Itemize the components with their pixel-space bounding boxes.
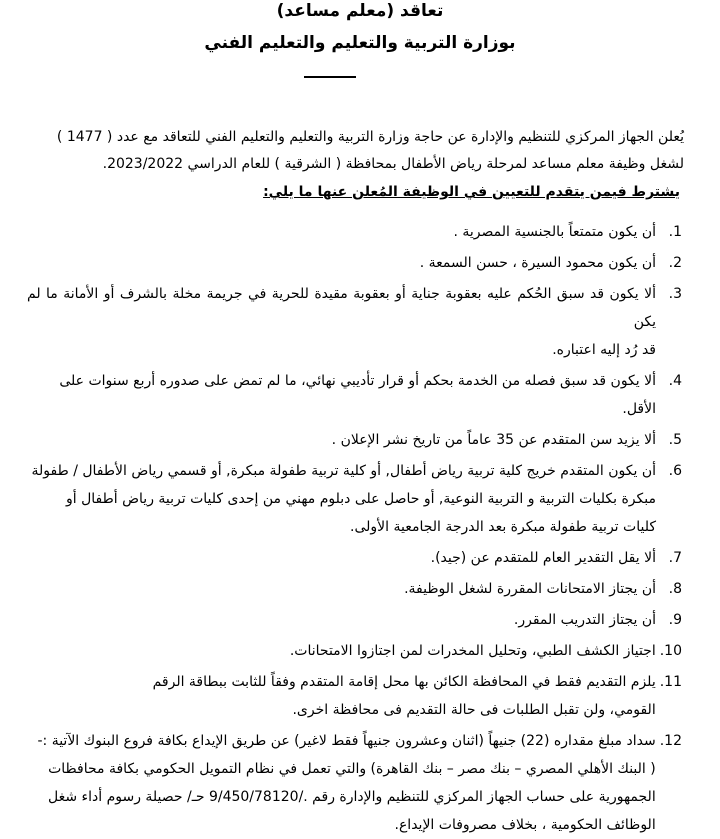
intro-line: يُعلن الجهاز المركزي للتنظيم والإدارة عن حاجة وزارة التربية والتعليم والتعليم الفني للتعاقد مع عدد ( 1477 )	[56, 129, 684, 145]
requirement-text	[27, 606, 656, 634]
requirement-text	[27, 575, 656, 603]
requirements-list	[27, 218, 682, 839]
requirement-line: ألا يقل التقدير العام للمتقدم عن (جيد).	[430, 550, 656, 566]
requirements-heading: يشترط فيمن يتقدم للتعيين في الوظيفة المُعلن عنها ما يلي:	[263, 184, 680, 200]
requirement-number: 11.	[659, 674, 682, 690]
requirement-line: ألا يزيد سن المتقدم عن 35 عاماً من تاريخ نشر الإعلان .	[331, 432, 656, 448]
requirement-line: الأقل.	[622, 401, 656, 417]
intro-line: لشغل وظيفة معلم مساعد لمرحلة رياض الأطفال بمحافظة ( الشرقية ) للعام الدراسي 2023/2022.	[102, 156, 684, 172]
requirement-text	[27, 426, 656, 454]
requirement-line: أن يكون محمود السيرة ، حسن السمعة .	[419, 255, 656, 271]
requirement-number: 7.	[668, 550, 682, 566]
requirement-line: قد رُد إليه اعتباره.	[552, 342, 656, 358]
requirement-line: الوظائف الحكومية ، بخلاف مصروفات الإيداع.	[394, 817, 656, 833]
requirement-number: 2.	[668, 255, 682, 271]
requirement-item	[27, 727, 682, 839]
requirement-number: 9.	[668, 612, 682, 628]
requirement-number: 3.	[668, 286, 682, 302]
requirement-text	[27, 668, 656, 724]
requirement-item	[27, 280, 682, 364]
requirement-number: 10.	[659, 643, 682, 659]
requirement-text	[27, 544, 656, 572]
requirement-number: 8.	[668, 581, 682, 597]
requirement-item	[27, 367, 682, 423]
requirement-text	[27, 280, 656, 364]
requirement-line: سداد مبلغ مقداره (22) جنيهاً (اثنان وعشرون جنيهاً فقط لاغير) عن طريق الإيداع بكافة فروع البنوك الآتية :-	[37, 733, 656, 749]
requirement-number: 12.	[659, 733, 682, 749]
requirement-text	[27, 637, 656, 665]
requirement-item	[27, 426, 682, 454]
requirement-item	[27, 575, 682, 603]
requirement-line: ألا يكون قد سبق الحُكم عليه بعقوبة جناية أو بعقوبة مقيدة للحرية في جريمة مخلة بالشرف أو الأمانة ما لم يكن	[27, 286, 656, 330]
requirement-line: ألا يكون قد سبق فصله من الخدمة بحكم أو قرار تأديبي نهائي، ما لم تمض على صدوره أربع سنوات على	[59, 373, 656, 389]
requirement-item	[27, 606, 682, 634]
requirement-item	[27, 457, 682, 541]
requirement-number: 6.	[668, 463, 682, 479]
requirement-line: الجمهورية على حساب الجهاز المركزي للتنظيم والإدارة رقم ./9/450/78120 حـ/ حصيلة رسوم أداء شغل	[47, 789, 656, 805]
requirement-line: أن يكون متمتعاً بالجنسية المصرية .	[453, 224, 656, 240]
requirement-number: 4.	[668, 373, 682, 389]
requirement-item	[27, 249, 682, 277]
requirement-line: ( البنك الأهلي المصري – بنك مصر – بنك القاهرة) والتي تعمل في نظام التمويل الحكومي بكافة محافظات	[48, 761, 656, 777]
title-divider	[304, 76, 356, 78]
requirement-item	[27, 668, 682, 724]
document-title: تعاقد (معلم مساعد)	[276, 1, 444, 21]
requirement-text	[27, 367, 656, 423]
requirement-line: أن يكون المتقدم خريج كلية تربية رياض أطفال, أو كلية تربية طفولة مبكرة, أو قسمي رياض الأطفال / طفولة	[31, 463, 656, 479]
requirement-item	[27, 218, 682, 246]
requirement-line: أن يجتاز الامتحانات المقررة لشغل الوظيفة.	[404, 581, 656, 597]
requirement-line: اجتياز الكشف الطبي، وتحليل المخدرات لمن اجتازوا الامتحانات.	[289, 643, 656, 659]
requirement-line: أن يجتاز التدريب المقرر.	[513, 612, 656, 628]
requirement-text	[27, 249, 656, 277]
requirement-text	[27, 457, 656, 541]
requirement-number: 1.	[668, 224, 682, 240]
requirement-line: كليات تربية طفولة مبكرة بعد الدرجة الجامعية الأولى.	[350, 519, 656, 535]
requirement-item	[27, 637, 682, 665]
requirement-number: 5.	[668, 432, 682, 448]
requirement-text	[27, 727, 656, 839]
requirement-item	[27, 544, 682, 572]
requirement-line: القومي، ولن تقبل الطلبات فى حالة التقديم فى محافظة اخرى.	[292, 702, 656, 718]
intro-paragraph	[39, 124, 684, 178]
requirement-line: مبكرة بكليات التربية و التربية النوعية, أو حاصل على دبلوم مهني من إحدى كليات تربية رياض أطفال أو	[66, 491, 656, 507]
ministry-heading: بوزارة التربية والتعليم والتعليم الفني	[204, 33, 516, 53]
requirement-line: يلزم التقديم فقط في المحافظة الكائن بها محل إقامة المتقدم وفقاً للثابت ببطاقة الرقم	[152, 674, 656, 690]
requirement-text	[27, 218, 656, 246]
